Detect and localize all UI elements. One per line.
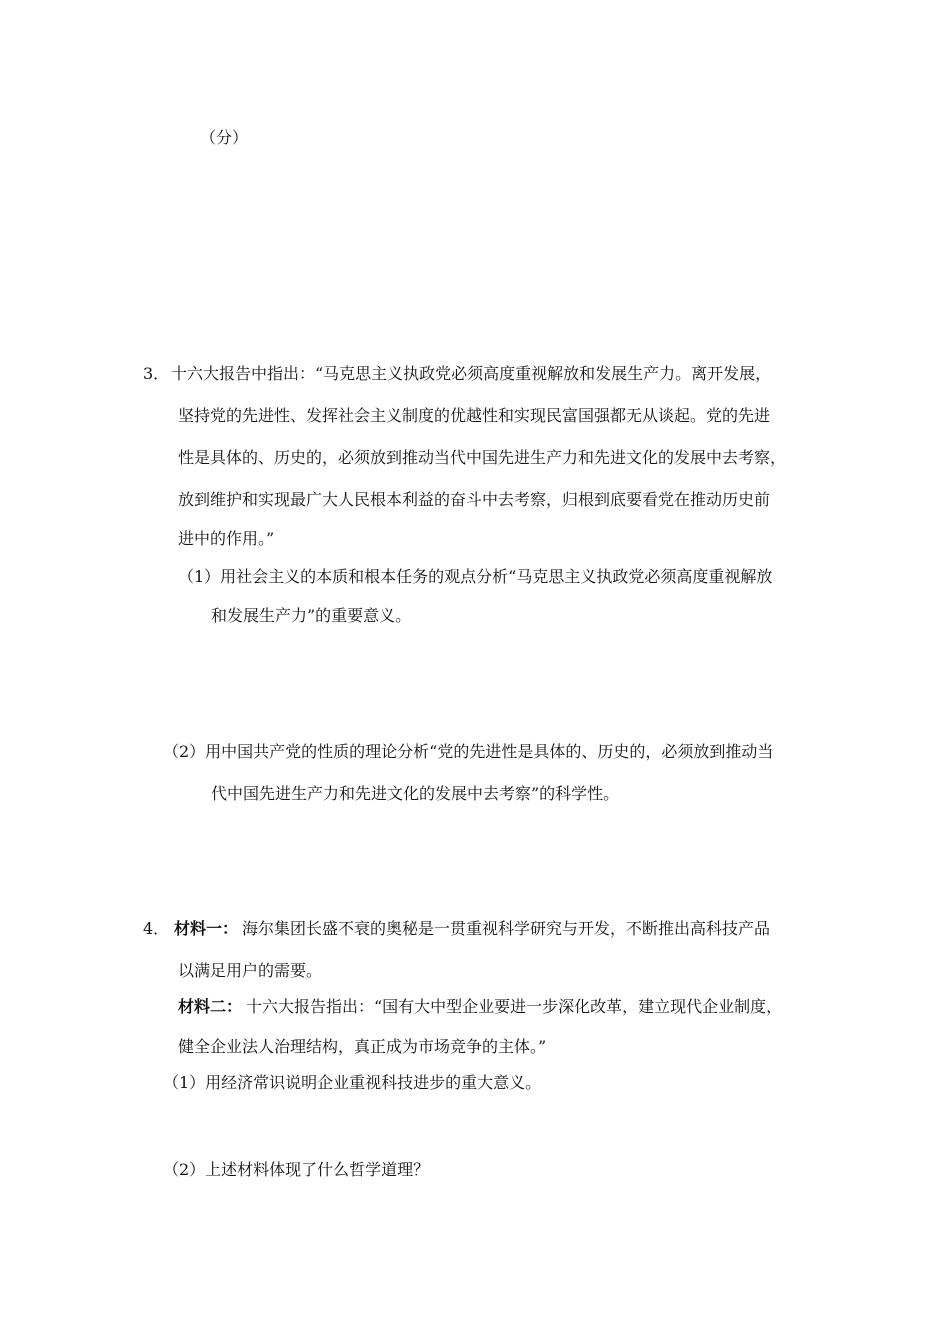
question-3-sub-1: 和发展生产力”的重要意义。 xyxy=(211,606,412,625)
score-note: （分） xyxy=(200,128,249,147)
question-4-sub-1: （1）用经济常识说明企业重视科技进步的重大意义。 xyxy=(163,1073,542,1092)
material-2-label: 材料二： xyxy=(178,997,243,1016)
question-3-text-line: 进中的作用。” xyxy=(178,529,275,548)
question-4-number: 4． xyxy=(143,919,170,938)
material-1-text: 海尔集团长盛不衰的奥秘是一贯重视科学研究与开发，不断推出高科技产品 xyxy=(242,919,771,938)
question-3-sub-2: 代中国先进生产力和先进文化的发展中去考察”的科学性。 xyxy=(211,784,620,803)
question-3-text-line: 十六大报告中指出：“马克思主义执政党必须高度重视解放和发展生产力。离开发展， xyxy=(171,364,772,383)
material-1-label: 材料一： xyxy=(174,919,239,938)
question-3-text-line: 性是具体的、历史的，必须放到推动当代中国先进生产力和先进文化的发展中去考察， xyxy=(178,448,787,467)
question-3-sub-1: （1）用社会主义的本质和根本任务的观点分析“马克思主义执政党必须高度重视解放 xyxy=(178,567,773,586)
material-1-text: 以满足用户的需要。 xyxy=(178,961,323,980)
question-3-text-line: 放到维护和实现最广大人民根本利益的奋斗中去考察，归根到底要看党在推动历史前 xyxy=(178,490,771,509)
material-2-text: 健全企业法人治理结构，真正成为市场竞争的主体。” xyxy=(178,1037,547,1056)
question-3-sub-2: （2）用中国共产党的性质的理论分析“党的先进性是具体的、历史的，必须放到推动当 xyxy=(163,742,774,761)
question-4-sub-2: （2）上述材料体现了什么哲学道理？ xyxy=(163,1160,430,1179)
material-2-text: 十六大报告指出：“国有大中型企业要进一步深化改革，建立现代企业制度， xyxy=(246,997,783,1016)
question-3-number: 3． xyxy=(143,364,170,383)
question-3-text-line: 坚持党的先进性、发挥社会主义制度的优越性和实现民富国强都无从谈起。党的先进 xyxy=(178,406,771,425)
